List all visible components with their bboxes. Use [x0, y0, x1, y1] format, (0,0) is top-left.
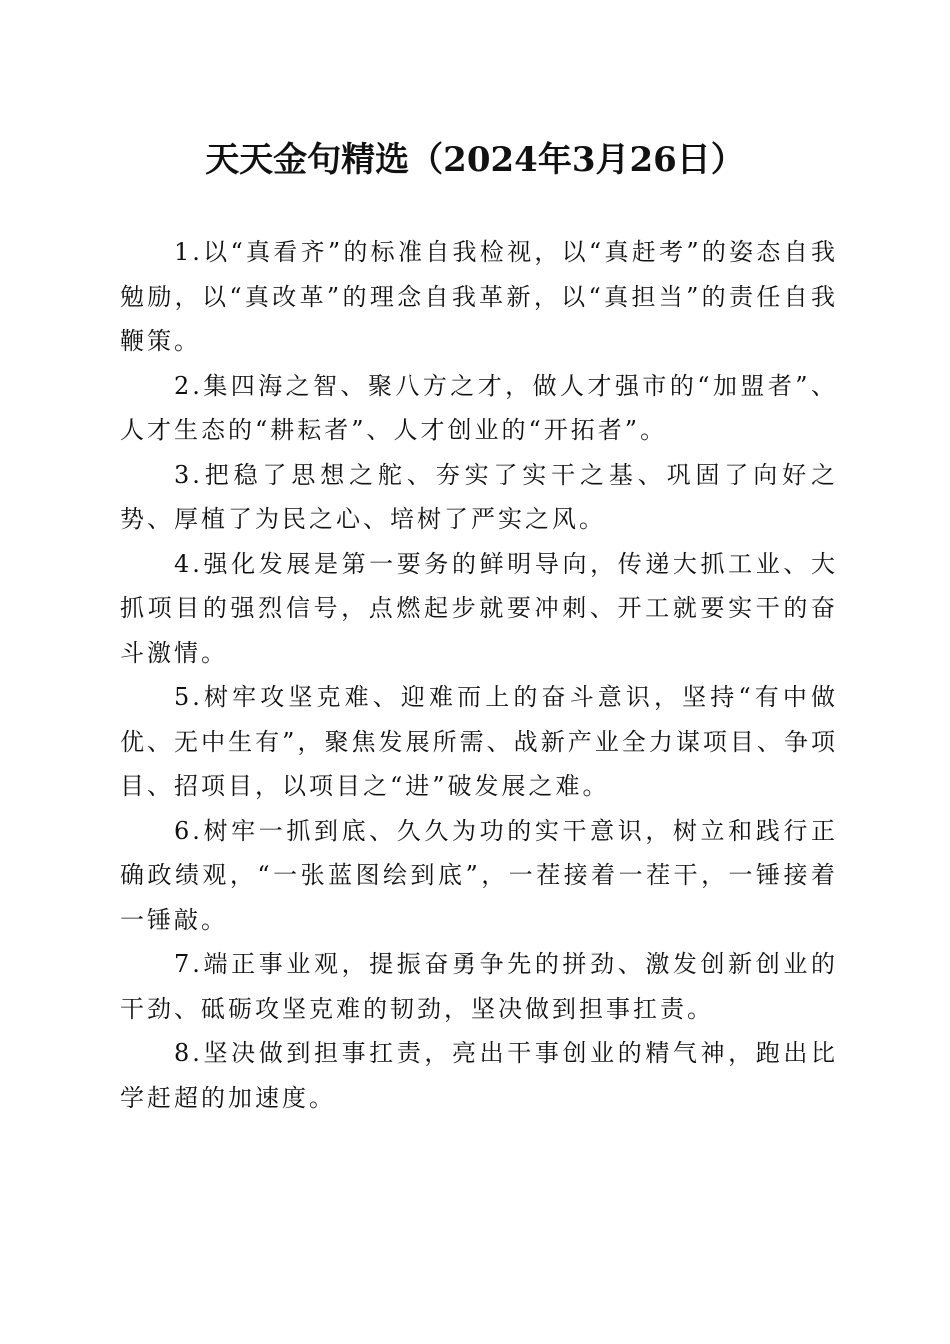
- paragraph-7: 7.端正事业观，提振奋勇争先的拼劲、激发创新创业的干劲、砥砺攻坚克难的韧劲，坚决做到担事扛责。: [120, 950, 838, 1023]
- paragraph-8: 8.坚决做到担事扛责，亮出干事创业的精气神，跑出比学赶超的加速度。: [120, 1039, 838, 1112]
- paragraph-6: 6.树牢一抓到底、久久为功的实干意识，树立和践行正确政绩观，“一张蓝图绘到底”，一茬接着一茬干，一锤接着一锤敲。: [120, 816, 838, 934]
- document-body: [120, 230, 838, 1120]
- paragraph-1: 1.以“真看齐”的标准自我检视，以“真赶考”的姿态自我勉励，以“真改革”的理念自我革新，以“真担当”的责任自我鞭策。: [120, 238, 838, 355]
- paragraph-3: 3.把稳了思想之舵、夯实了实干之基、巩固了向好之势、厚植了为民之心、培树了严实之风。: [120, 460, 838, 533]
- paragraph-4: 4.强化发展是第一要务的鲜明导向，传递大抓工业、大抓项目的强烈信号，点燃起步就要冲刺、开工就要实干的奋斗激情。: [120, 549, 838, 667]
- paragraph-5: 5.树牢攻坚克难、迎难而上的奋斗意识，坚持“有中做优、无中生有”，聚焦发展所需、战新产业全力谋项目、争项目、招项目，以项目之“进”破发展之难。: [120, 683, 838, 800]
- paragraph-2: 2.集四海之智、聚八方之才，做人才强市的“加盟者”、人才生态的“耕耘者”、人才创业的“开拓者”。: [120, 371, 838, 444]
- document-title: 天天金句精选（2024年3月26日）: [205, 140, 745, 180]
